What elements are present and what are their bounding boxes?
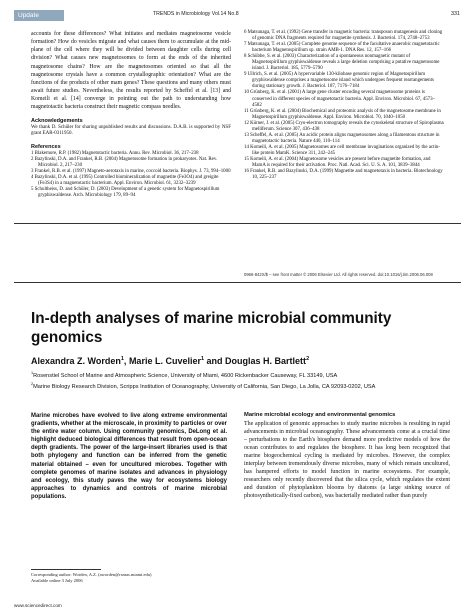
section-divider xyxy=(14,282,461,283)
doi-line: 0966-842X/$ – see front matter © 2006 Elsevier Ltd. All rights reserved. doi:10.1016/j.tim.2006.06.008 xyxy=(244,272,433,277)
reference-item: 12 Kürner, J. et al. (2005) Cryo-electron tomography reveals the cytoskeletal structure of Spiroplasma melliferum. Science 307, 436–438 xyxy=(244,120,444,132)
running-header xyxy=(14,10,460,21)
journal-name: TRENDS in Microbiology Vol.14 No.8 xyxy=(153,11,239,17)
affiliations xyxy=(31,369,451,391)
section-heading: Marine microbial ecology and environmental genomics xyxy=(244,412,396,418)
author-list xyxy=(31,353,451,367)
reference-item: 3 Frankel, R.B. et al. (1997) Magneto-aerotaxis in marine, coccoid bacteria. Biophys. J. 73, 994–1000 xyxy=(31,169,231,175)
reference-item: 11 Grünberg, K. et al. (2004) Biochemical and proteomic analysis of the magnetosome membrane in Magnetospirillum gryphiswaldense. Appl. Environ. Microbiol. 70, 1040–1050 xyxy=(244,108,441,120)
reference-item: 14 Komeili, A. et al. (2005) Magnetosomes are cell membrane invaginations organized by the actin-like protein MamK. Science 311, 242–245 xyxy=(244,144,440,156)
references-heading: References xyxy=(31,144,61,151)
section-divider xyxy=(14,223,461,224)
page-number: 331 xyxy=(451,11,460,17)
reference-item: 4 Bazylinski, D.A. et al. (1995) Controlled biomineralization of magnetite (Fe3O4) and greigite (Fe3S4) in a magnetotactic bacterium. Appl. Environ. Microbiol. 61, 3232–3239 xyxy=(31,175,219,187)
affil-mark: 1 xyxy=(31,371,34,375)
footnote-divider xyxy=(31,569,101,570)
author-affil-mark: 1 xyxy=(120,356,124,362)
author-separator: and xyxy=(204,356,226,366)
intro-paragraph: accounts for these differences? What initiates and mediates magnetosome vesicle formation? How do vesicles migrate and what causes them to accumulate at the mid-plane of the cell where they will be divided between daughter cells during cell division? What causes new magnetosomes to form at the ends of the inherited magnetosome chains? How are the magnetosomes oriented so that all the magnetosome crystals have a common crystallographic orientation? What are the functions of the products of other mam genes? These questions and many others must await future studies. Nevertheless, the results reported by Scheffel et al. [13] and Komeili et al. [14] converge in pointing out the path to understanding how magnetotactic bacteria construct their magnetic compass needles. xyxy=(31,31,231,111)
journal-url[interactable]: www.sciencedirect.com xyxy=(14,603,62,608)
affiliation-item xyxy=(31,380,451,391)
author-affil-mark: 1 xyxy=(200,356,205,362)
reference-item: 9 Ullrich, S. et al. (2005) A hypervariable 130-kilobase genomic region of Magnetospirillum gryphiswaldense comprises a magnetosome island which undergoes frequent rearrangements during stationary growth. J. Bacteriol. 187, 7176–7184 xyxy=(244,72,434,90)
author-name: Douglas H. Bartlett xyxy=(225,356,307,366)
author-affil-mark: 2 xyxy=(306,356,310,362)
update-tag: Update xyxy=(14,10,64,21)
reference-item: 15 Komeili, A. et al. (2004) Magnetosome vesicles are present before magnetite formation, and MamA is required for their activation. Proc. Natl. Acad. Sci. U. S. A. 101, 3839–3844 xyxy=(244,156,431,169)
reference-item: 6 Matsunaga, T. et al. (1992) Gene transfer in magnetic bacteria: transposon mutagenesis and cloning of genomic DNA fragments required for magnetite synthesis. J. Bacteriol. 174, 2748–2753 xyxy=(244,30,443,42)
author-name: Marie L. Cuvelier xyxy=(128,356,201,366)
reference-item: 2 Bazylinski, D.A. and Frankel, R.B. (2004) Magnetosome formation in prokaryotes. Nat. Rev. Microbiol. 2, 217–230 xyxy=(31,157,218,169)
reference-item: 7 Matsunaga, T. et al. (2005) Complete genome sequence of the facultative anaerobic magnetotactic bacterium Magnetospirillum sp. strain AMB-1. DNA Res. 12, 157–166 xyxy=(244,42,440,54)
left-column xyxy=(31,30,231,200)
affil-text: Marine Biology Research Division, Scripps Institution of Oceanography, University of California, San Diego, La Jolla, CA 92093-0202, USA xyxy=(33,383,376,390)
author-name: Alexandra Z. Worden xyxy=(31,356,121,366)
author-separator: , xyxy=(123,356,129,366)
article-title: In-depth analyses of marine microbial community genomics xyxy=(31,310,392,346)
online-date: Available online 3 July 2006 xyxy=(31,578,83,584)
acknowledgements-heading: Acknowledgements xyxy=(31,117,83,124)
body-paragraph: The application of genomic approaches to study marine microbes is resulting in rapid advancements in microbial oceanography. These advancements come at a crucial time – perturbations to the Earth's biosphere demand more predictive models of how the ocean contributes to and regulates the biosphere. It has long been recognized that marine biogeochemical cycling is mediated by microbes. However, the complex interplay between tremendously diverse microbes, many of which remain uncultured, has hampered efforts to model function in marine ecosystems. For example, researchers only recently discovered that the silica cycle, which regulates the extent and duration of phytoplankton blooms by diatoms (a large sinking source of photosynthetically-fixed carbon), was bacterially mediated rather than purely xyxy=(244,421,450,500)
affiliation-item xyxy=(31,369,451,380)
corresponding-author: Corresponding author: Worden, A.Z. (aworden@rsmas.miami.edu) xyxy=(31,572,152,577)
acknowledgements-text: We thank D. Schüler for sharing unpublished results and discussions. D.A.B. is supported by NSF grant EAR-0311950. xyxy=(31,124,231,137)
footnote xyxy=(31,572,227,584)
reference-item: 8 Schübbe, S. et al. (2003) Characterization of a spontaneous nonmagnetic mutant of Magnetospirillum gryphiswaldense reveals a large deletion comprising a putative magnetosome island. J. Bacteriol. 185, 5779–5790 xyxy=(244,54,440,72)
reference-item: 13 Scheffel, A. et al. (2005) An acidic protein aligns magnetosomes along a filamentous structure in magnetotactic bacteria. Nature 440, 110–114 xyxy=(244,132,440,144)
reference-item: 5 Schultheiss, D. and Schüler, D. (2003) Development of a genetic system for Magnetospirillum gryphiswaldense. Arch. Microbiology 179, 89–94 xyxy=(31,187,220,199)
reference-item: 1 Blakemore, R.P. (1982) Magnetotactic bacteria. Annu. Rev. Microbiol. 36, 217–238 xyxy=(31,151,199,157)
abstract: Marine microbes have evolved to live along extreme environmental gradients, whether at the microscale, in proximity to particles or over the entire water column. Using community genomics, DeLong et al. highlight deduced biological differences that result from open-ocean depth gradients. The power of the large-insert libraries used is that both phylogeny and function can be inferred from the genetic material obtained – even for uncultured microbes. Together with complete genomes of marine isolates and advances in physiology and ecology, this study paves the way for ecosystems biology approaches to dynamics and controls of marine microbial populations. xyxy=(31,413,227,500)
affil-mark: 2 xyxy=(31,381,34,386)
reference-item: 10 Grünberg, K. et al. (2001) A large gene cluster encoding several magnetosome proteins is conserved in different species of magnetotactic bacteria. Appl. Environ. Microbiol. 67, 4573–4582 xyxy=(244,90,435,108)
reference-item: 16 Frankel, R.B. and Bazylinski, D.A. (1999) Magnetite and magnetotaxis in bacteria. Biotechnology 10, 225–237 xyxy=(244,169,443,181)
affil-text: Rosenstiel School of Marine and Atmospheric Science, University of Miami, 4600 Rickenbacker Causeway, FL 33149, USA xyxy=(33,372,338,379)
right-column xyxy=(244,30,444,181)
